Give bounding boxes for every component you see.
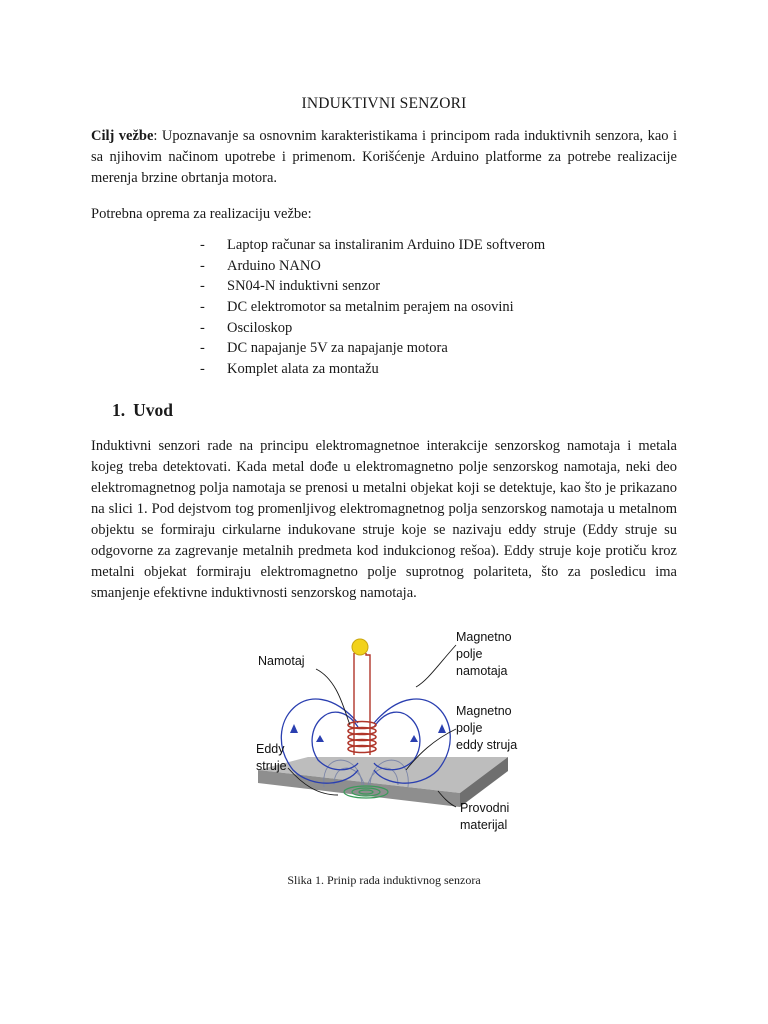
goal-paragraph bbox=[91, 126, 677, 189]
label-provodni-1: Provodni bbox=[460, 801, 510, 815]
label-mag-namotaja-1: Magnetno bbox=[456, 630, 512, 644]
equipment-intro: Potrebna oprema za realizaciju vežbe: bbox=[91, 206, 312, 222]
list-marker: - bbox=[200, 340, 205, 357]
list-marker: - bbox=[200, 319, 205, 336]
lamp-icon bbox=[352, 639, 368, 655]
list-item bbox=[200, 318, 545, 339]
list-marker: - bbox=[200, 299, 205, 316]
label-mag-eddy-2: polje bbox=[456, 721, 483, 735]
label-mag-eddy-3: eddy struja bbox=[456, 738, 518, 752]
list-item-text: Laptop računar sa instaliranim Arduino IDE softverom bbox=[227, 237, 546, 253]
label-eddy-2: struje bbox=[256, 759, 287, 773]
inductive-sensor-figure bbox=[238, 625, 518, 840]
coil-icon bbox=[348, 722, 376, 753]
list-item-text: DC elektromotor sa metalnim perajem na osovini bbox=[227, 299, 514, 316]
section-title: Uvod bbox=[133, 400, 173, 420]
goal-label: Cilj vežbe bbox=[91, 128, 154, 144]
list-item bbox=[200, 235, 545, 256]
list-item-text: SN04-N induktivni senzor bbox=[227, 278, 381, 295]
goal-text: : Upoznavanje sa osnovnim karakteristikama i principom rada induktivnih senzora, kao i sa njihovim načinom upotrebe i primenom. Korišćenje Arduino platforme za potrebe realizacije merenja brzine obrtanja motora. bbox=[91, 128, 677, 186]
section-heading bbox=[112, 400, 173, 421]
intro-paragraph: Induktivni senzori rade na principu elektromagnetnoe interakcije senzorskog namotaja i metala kojeg treba detektovati. Kada metal dođe u elektromagnetno polje senzorskog namotaja, neki deo elektromagnetnog polja namotaja se prenosi u metalni objekat koji se detektuje, kao što je prikazano na slici 1. Pod dejstvom tog promenljivog elektromagnetnog polja senzorskog namotaja u metalnom objektu se formiraju cirkularne indukovane struje koje se nazivaju eddy struje (Eddy struje su odgovorne za zagrevanje metalnih predmeta kod indukcionog rešoa). Eddy struje koje protiču kroz metalni objekat formiraju elektromagnetno polje suprotnog polariteta, što za posledicu ima smanjenje efektivne induktivnosti senzorskog namotaja. bbox=[91, 438, 677, 601]
list-item-text: Osciloskop bbox=[227, 319, 293, 336]
label-mag-eddy-1: Magnetno bbox=[456, 704, 512, 718]
list-marker: - bbox=[200, 278, 205, 295]
section-number: 1. bbox=[112, 400, 126, 420]
list-marker: - bbox=[200, 361, 205, 378]
list-marker: - bbox=[200, 257, 205, 274]
list-item-text: Arduino NANO bbox=[227, 257, 321, 274]
list-item-text: DC napajanje 5V za napajanje motora bbox=[227, 340, 448, 357]
label-mag-namotaja-3: namotaja bbox=[456, 664, 508, 678]
list-item bbox=[200, 256, 545, 277]
list-item bbox=[200, 359, 545, 380]
document-title: INDUKTIVNI SENZORI bbox=[301, 95, 467, 112]
list-item bbox=[200, 276, 545, 297]
list-item-text: Komplet alata za montažu bbox=[227, 361, 379, 378]
equipment-list bbox=[200, 235, 545, 380]
label-namotaj: Namotaj bbox=[258, 654, 305, 668]
label-provodni-2: materijal bbox=[460, 818, 508, 832]
list-item bbox=[200, 297, 545, 318]
figure-caption: Slika 1. Prinip rada induktivnog senzora bbox=[287, 873, 481, 887]
label-eddy-1: Eddy bbox=[256, 742, 285, 756]
list-marker: - bbox=[200, 237, 205, 253]
list-item bbox=[200, 338, 545, 359]
label-mag-namotaja-2: polje bbox=[456, 647, 483, 661]
